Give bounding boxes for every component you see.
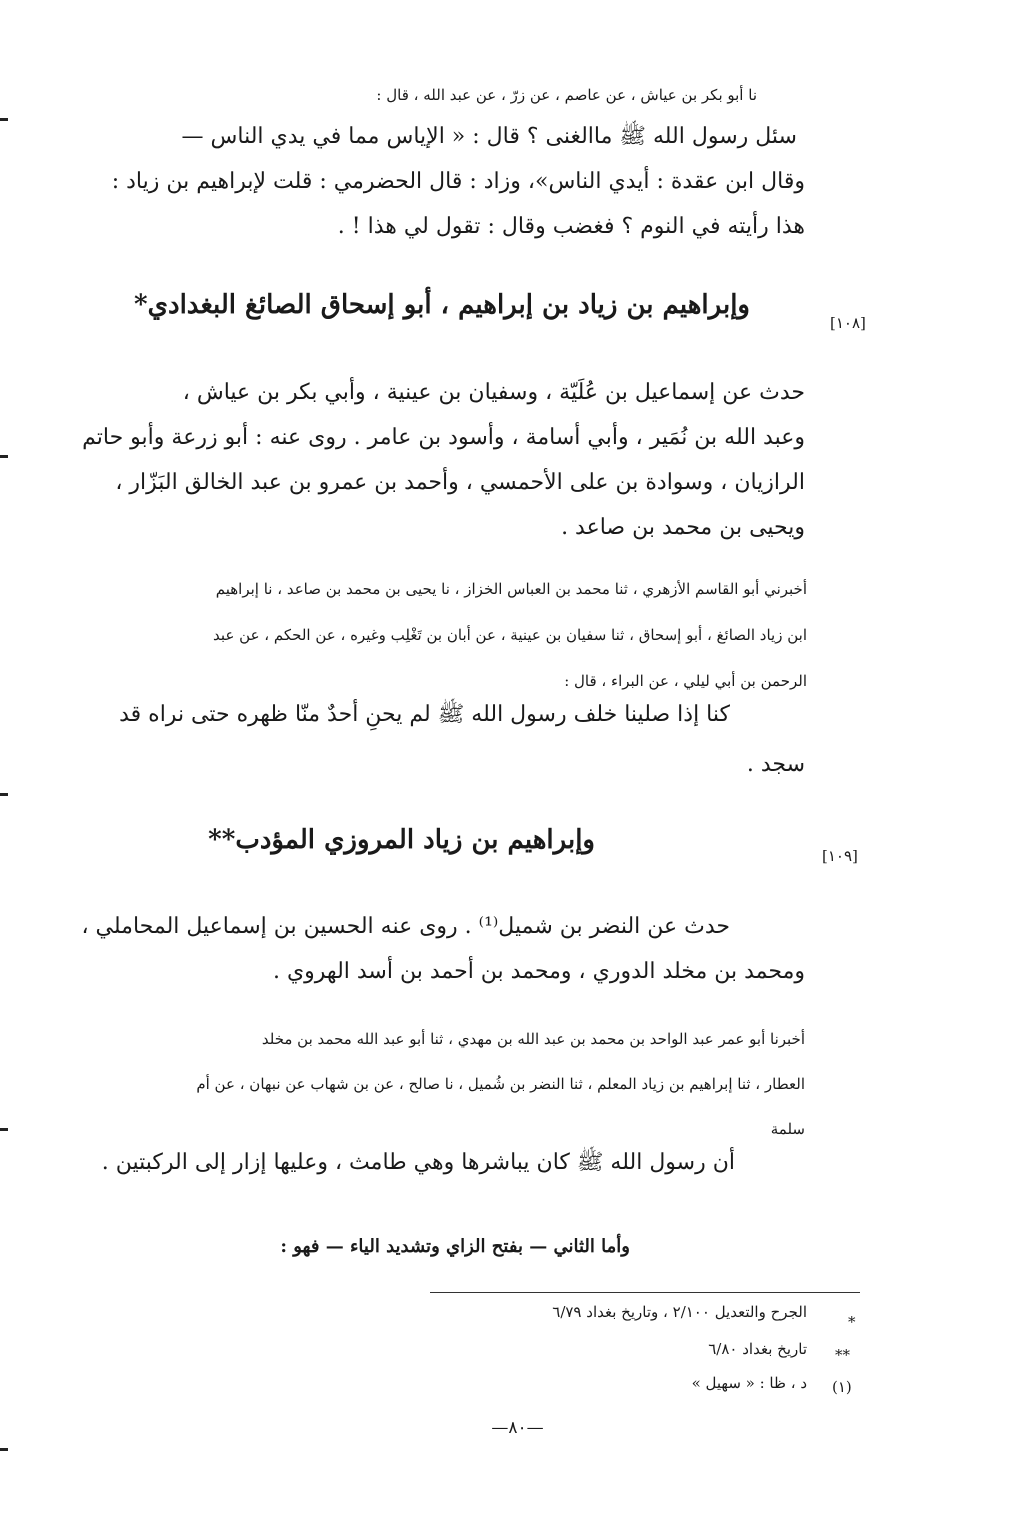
isnad-line: الرحمن بن أبي ليلي ، عن البراء ، قال : [564, 672, 807, 690]
footnote-mark: * [848, 1313, 856, 1331]
entry-number: [١٠٩] [822, 847, 858, 865]
footnote-text: د ، ظا : « سهيل » [691, 1374, 807, 1392]
hadith-line: كنا إذا صلينا خلف رسول الله ﷺ لم يحنِ أحدٌ منّا ظهره حتى نراه قد [119, 702, 730, 727]
footnote-mark: (١) [832, 1378, 852, 1396]
footnote-rule [430, 1292, 860, 1293]
margin-mark [0, 1448, 8, 1451]
section-note: وأما الثاني — بفتح الزاي وتشديد الياء — فهو : [280, 1236, 630, 1257]
isnad-line: أخبرني أبو القاسم الأزهري ، ثنا محمد بن العباس الخزاز ، نا يحيى بن محمد بن صاعد ، نا إبراهيم [215, 580, 807, 598]
intro-line: سئل رسول الله ﷺ ماالغنى ؟ قال : « الإياس مما في يدي الناس — [181, 124, 797, 149]
intro-line: وقال ابن عقدة : أيدي الناس»، وزاد : قال الحضرمي : قلت لإبراهيم بن زياد : [111, 169, 805, 194]
page-number: —٨٠— [491, 1418, 544, 1438]
margin-mark [0, 455, 8, 458]
hadith-line: سجد . [746, 752, 805, 777]
entry-heading: وإبراهيم بن زياد بن إبراهيم ، أبو إسحاق الصائغ البغدادي* [134, 290, 750, 320]
intro-line: هذا رأيته في النوم ؟ فغضب وقال : تقول لي هذا ! . [337, 214, 805, 239]
bio-line: حدث عن النضر بن شميل⁽¹⁾ . روى عنه الحسين بن إسماعيل المحاملي ، [81, 914, 730, 939]
footnote-text: تاريخ بغداد ٦/٨٠ [708, 1340, 807, 1358]
isnad-line: سلمة [770, 1120, 805, 1138]
isnad-line: أخبرنا أبو عمر عبد الواحد بن محمد بن عبد الله بن مهدي ، ثنا أبو عبد الله محمد بن مخلد [261, 1030, 805, 1048]
margin-mark [0, 1128, 8, 1131]
bio-line: حدث عن إسماعيل بن عُلَيّة ، وسفيان بن عينية ، وأبي بكر بن عياش ، [182, 380, 805, 405]
entry-heading: وإبراهيم بن زياد المروزي المؤدب** [208, 825, 595, 855]
margin-mark [0, 118, 8, 121]
bio-line: ويحيى بن محمد بن صاعد . [561, 515, 805, 540]
footnote-mark: ** [835, 1346, 850, 1364]
hadith-line: أن رسول الله ﷺ كان يباشرها وهي طامث ، وعليها إزار إلى الركبتين . [101, 1150, 735, 1175]
isnad-line: العطار ، ثنا إبراهيم بن زياد المعلم ، ثنا النضر بن شُميل ، نا صالح ، عن بن شهاب عن نبهان ، عن أم [196, 1075, 805, 1093]
intro-isnad: نا أبو بكر بن عياش ، عن عاصم ، عن زرّ ، عن عبد الله ، قال : [376, 86, 757, 104]
bio-line: وعبد الله بن نُمَير ، وأبي أسامة ، وأسود بن عامر . روى عنه : أبو زرعة وأبو حاتم [82, 425, 805, 450]
bio-line: الرازيان ، وسوادة بن على الأحمسي ، وأحمد بن عمرو بن عبد الخالق البَزّار ، [115, 470, 805, 495]
margin-mark [0, 793, 8, 796]
footnote-text: الجرح والتعديل ٢/١٠٠ ، وتاريخ بغداد ٦/٧٩ [552, 1303, 807, 1321]
bio-line: ومحمد بن مخلد الدوري ، ومحمد بن أحمد بن أسد الهروي . [272, 959, 805, 984]
isnad-line: ابن زياد الصائغ ، أبو إسحاق ، ثنا سفيان بن عينية ، عن أبان بن تَغْلِب وغيره ، عن الحكم ، عن عبد [213, 626, 807, 644]
entry-number: [١٠٨] [830, 314, 866, 332]
